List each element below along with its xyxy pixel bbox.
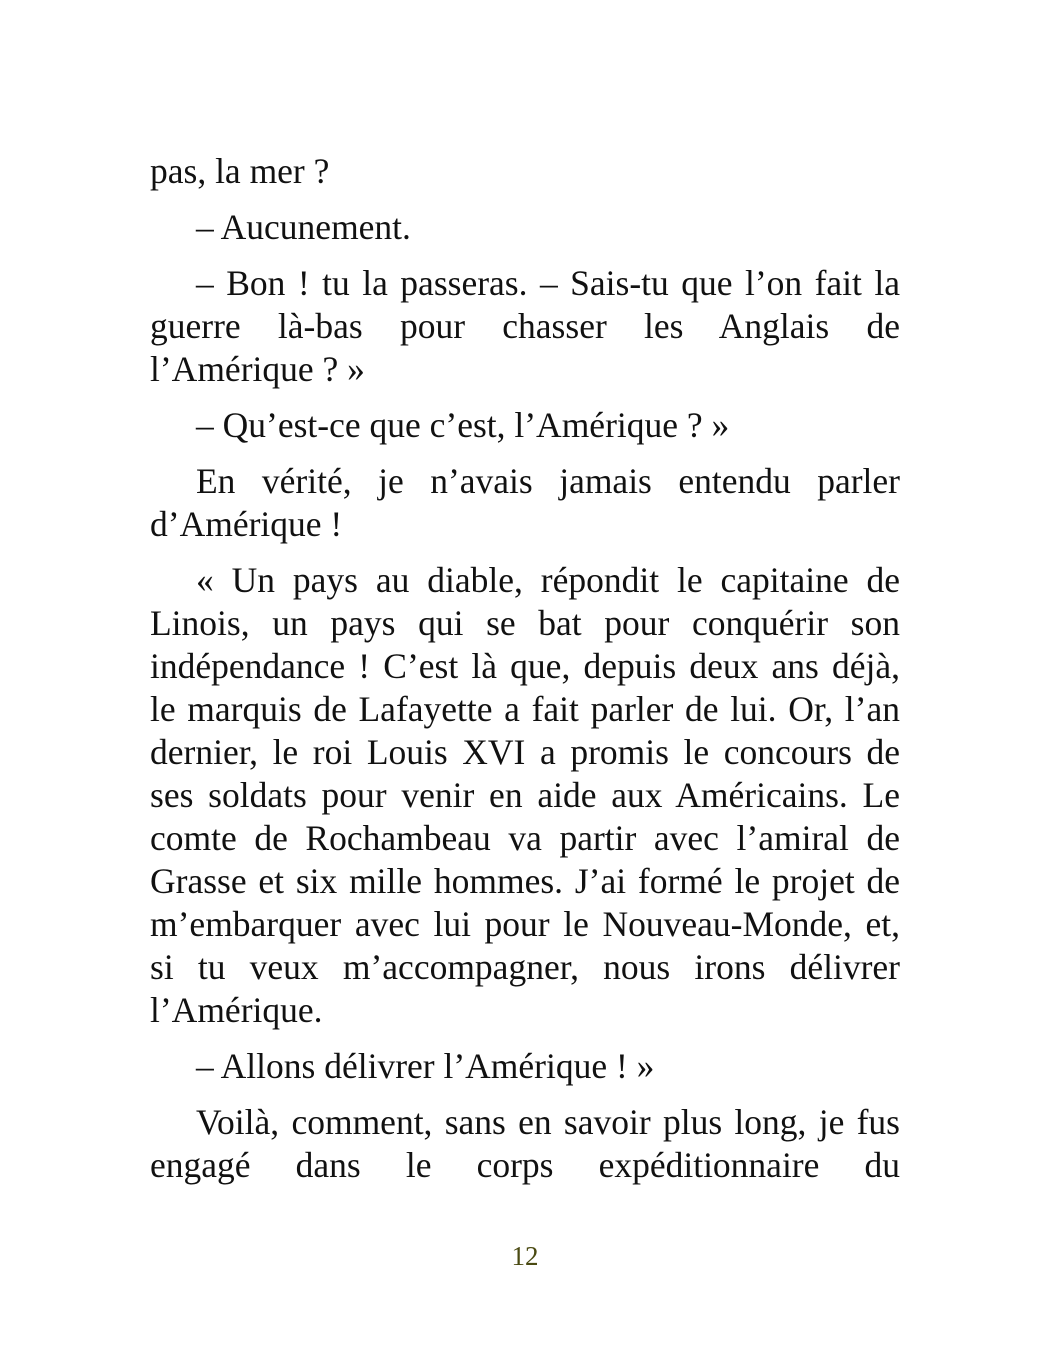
paragraph-narration-verite: En vérité, je n’avais jamais entendu parler d’Amérique !: [150, 461, 900, 544]
paragraph-dialogue-aucunement: – Aucunement.: [196, 207, 411, 247]
paragraph-dialogue-allons: – Allons délivrer l’Amérique ! »: [196, 1046, 655, 1086]
page-body: [150, 150, 900, 1187]
paragraph-dialogue-question: – Qu’est-ce que c’est, l’Amérique ? »: [196, 405, 730, 445]
paragraph-dialogue-capitaine: « Un pays au diable, répondit le capitaine de Linois, un pays qui se bat pour conquérir son indépendance ! C’est là que, depuis deux ans déjà, le marquis de Lafayette a fait parler de lui. Or, l’an dernier, le roi Louis XVI a promis le concours de ses soldats pour venir en aide aux Américains. Le comte de Rochambeau va partir avec l’amiral de Grasse et six mille hommes. J’ai formé le projet de m’embarquer avec lui pour le Nouveau-Monde, et, si tu veux m’accompagner, nous irons délivrer l’Amérique.: [150, 560, 900, 1030]
page-number: 12: [511, 1241, 539, 1271]
paragraph-narration-voila: Voilà, comment, sans en savoir plus long, je fus engagé dans le corps expéditionnaire du: [150, 1102, 900, 1185]
paragraph-dialogue-bon: – Bon ! tu la passeras. – Sais-tu que l’on fait la guerre là-bas pour chasser les Anglais de l’Amérique ? »: [150, 263, 900, 389]
paragraph-continuation: pas, la mer ?: [150, 151, 330, 191]
